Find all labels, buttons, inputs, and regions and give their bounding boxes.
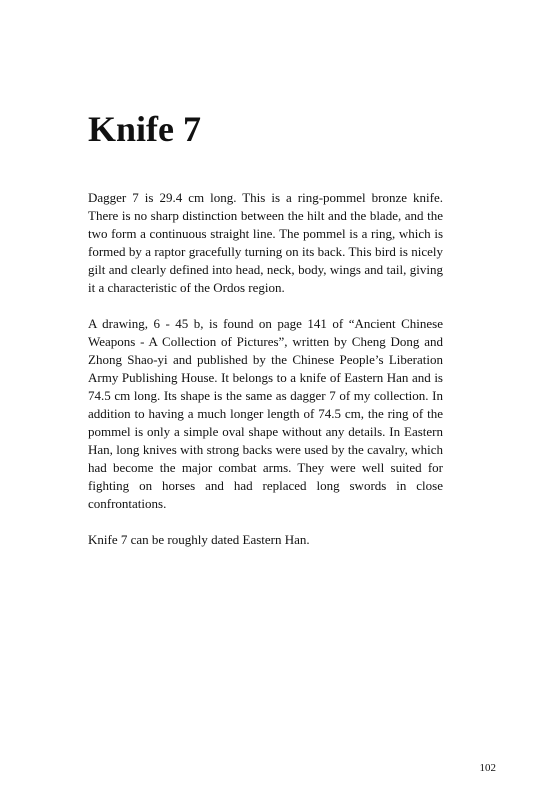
body-text (88, 189, 443, 567)
paragraph-description: Dagger 7 is 29.4 cm long. This is a ring-pommel bronze knife. There is no sharp distinction between the hilt and the blade, and the two form a continuous straight line. The pommel is a ring, which is formed by a raptor gracefully turning on its back. This bird is nicely gilt and clearly defined into head, neck, body, wings and tail, giving it a characteristic of the Ordos region. (88, 190, 443, 295)
paragraph-reference: A drawing, 6 - 45 b, is found on page 141 of “Ancient Chinese Weapons - A Collection of Pictures”, written by Cheng Dong and Zhong Shao-yi and published by the Chinese People’s Liberation Army Publishing House. It belongs to a knife of Eastern Han and is 74.5 cm long. Its shape is the same as dagger 7 of my collection. In addition to having a much longer length of 74.5 cm, the ring of the pommel is only a simple oval shape without any details. In Eastern Han, long knives with strong backs were used by the cavalry, which had become the major combat arms. They were well suited for fighting on horses and had replaced long swords in close confrontations. (88, 316, 443, 511)
paragraph-dating: Knife 7 can be roughly dated Eastern Han. (88, 532, 310, 547)
page-title: Knife 7 (88, 109, 201, 149)
page-number: 102 (479, 762, 496, 774)
